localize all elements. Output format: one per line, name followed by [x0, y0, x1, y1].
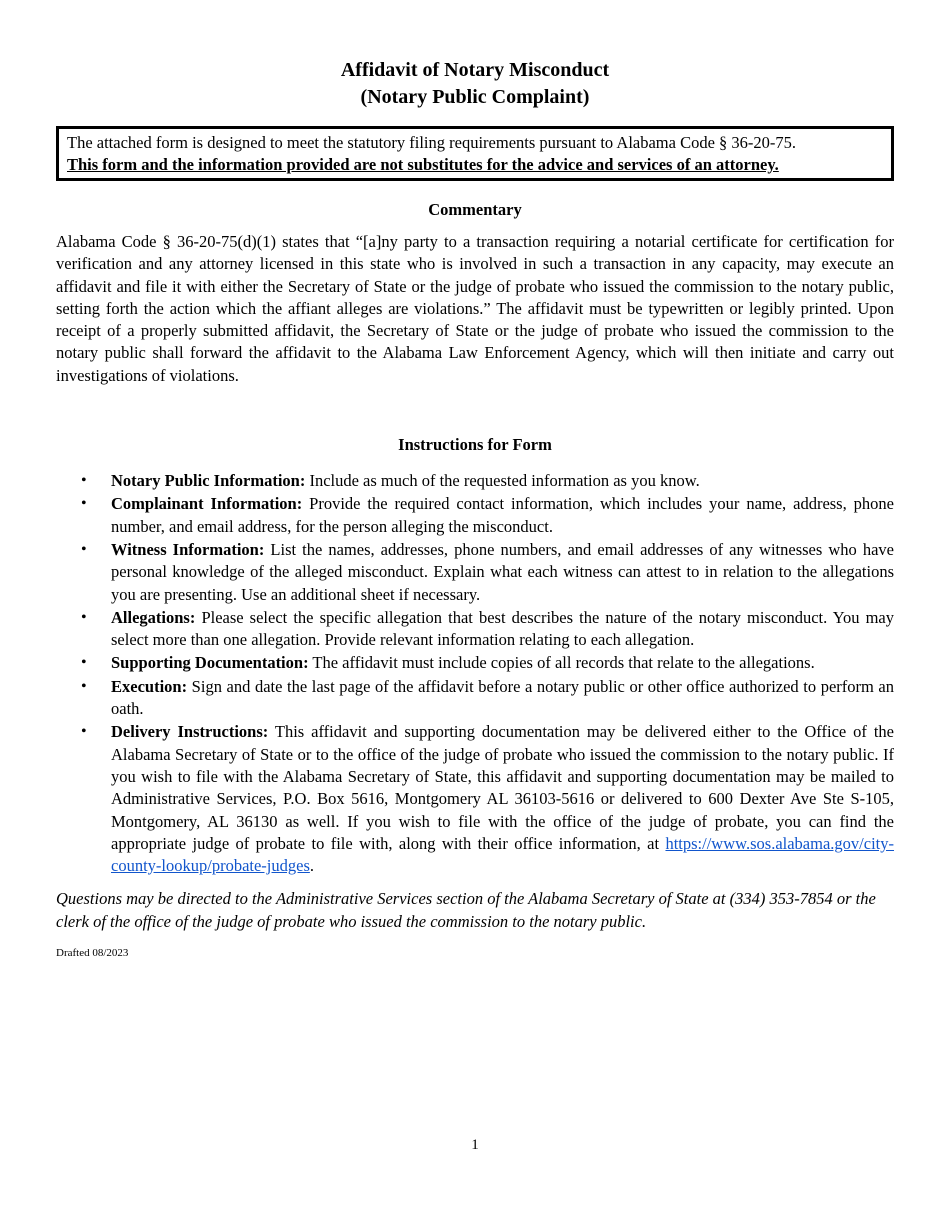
title-line-2: (Notary Public Complaint) — [360, 86, 590, 108]
commentary-heading: Commentary — [428, 200, 522, 219]
instruction-item-delivery-instructions — [56, 721, 894, 877]
instruction-item-supporting-documentation — [56, 652, 894, 674]
instruction-text: The affidavit must include copies of all records that relate to the allegations. — [308, 653, 815, 673]
page-number: 1 — [471, 1137, 479, 1153]
document-title — [56, 57, 894, 111]
instruction-label: Execution: — [111, 676, 188, 696]
instruction-text: This affidavit and supporting documentation may be delivered either to the Office of the Alabama Secretary of State or to the office of the judge of probate who issued the commission to the notary public. If you wish to file with the Alabama Secretary of State, this affidavit and supporting documentation may be mailed to Administrative Services, P.O. Box 5616, Montgomery AL 36103-5616 or delivered to 600 Dexter Ave Ste S-105, Montgomery, AL 36130 as well. If you wish to file with the office of the judge of probate, you can find the appropriate judge of probate to file with, along with their office information, at — [111, 722, 894, 853]
bullet-icon: • — [81, 677, 87, 695]
instruction-label: Complainant Information: — [111, 494, 303, 514]
instruction-item-witness-information — [56, 539, 894, 606]
instruction-item-complainant-information — [56, 493, 894, 538]
notice-line-1: The attached form is designed to meet the statutory filing requirements pursuant to Alabama Code § 36-20-75. — [67, 133, 797, 152]
instruction-text: Please select the specific allegation that best describes the nature of the notary misconduct. You may select more than one allegation. Provide relevant information relating to each allegation. — [111, 607, 894, 650]
notice-box — [56, 126, 894, 181]
instruction-label: Supporting Documentation: — [111, 653, 309, 673]
document-page — [56, 57, 894, 960]
instruction-label: Delivery Instructions: — [111, 722, 269, 742]
bullet-icon: • — [81, 723, 87, 741]
instruction-label: Allegations: — [111, 607, 196, 627]
instruction-text-end: . — [309, 856, 314, 876]
instructions-list — [56, 470, 894, 877]
bullet-icon: • — [81, 540, 87, 558]
bullet-icon: • — [81, 495, 87, 513]
bullet-icon: • — [81, 608, 87, 626]
instruction-text: Sign and date the last page of the affidavit before a notary public or other office authorized to perform an oath. — [111, 676, 894, 719]
instruction-label: Notary Public Information: — [111, 471, 306, 491]
bullet-icon: • — [81, 472, 87, 490]
notice-line-2: This form and the information provided are not substitutes for the advice and services of an attorney. — [67, 155, 779, 174]
instruction-text: Provide the required contact information, which includes your name, address, phone number, and email address, for the person alleging the misconduct. — [111, 494, 894, 536]
instruction-item-allegations — [56, 607, 894, 652]
bullet-icon: • — [81, 654, 87, 672]
probate-judges-link[interactable]: https://www.sos.alabama.gov/city-county-lookup/probate-judges — [111, 833, 894, 876]
instruction-item-notary-public-information — [56, 470, 894, 492]
instruction-text: Include as much of the requested information as you know. — [305, 471, 700, 491]
instruction-item-execution — [56, 676, 894, 721]
commentary-text: Alabama Code § 36-20-75(d)(1) states that “[a]ny party to a transaction requiring a notarial certificate for certification for verification and any attorney licensed in this state who is involved in such a transaction in any capacity, may execute an affidavit and file it with either the Secretary of State or the judge of probate who issued the commission to the notary public, setting forth the action which the affiant alleges are violations.” The affidavit must be typewritten or legibly printed. Upon receipt of a properly submitted affidavit, the Secretary of State or the judge of probate who issued the commission to the notary public shall forward the affidavit to the Alabama Law Enforcement Agency, which will then initiate and carry out investigations of violations. — [56, 232, 894, 385]
instruction-label: Witness Information: — [111, 539, 265, 559]
instructions-heading: Instructions for Form — [398, 435, 552, 455]
questions-note: Questions may be directed to the Administrative Services section of the Alabama Secretary of State at (334) 353-7854 or the clerk of the office of the judge of probate who issued the commission to the notary public. — [56, 889, 876, 931]
drafted-date: Drafted 08/2023 — [56, 947, 129, 960]
instruction-text: List the names, addresses, phone numbers, and email addresses of any witnesses who have personal knowledge of the alleged misconduct. Explain what each witness can attest to in relation to the allegations you are presenting. Use an additional sheet if necessary. — [111, 539, 894, 604]
title-line-1: Affidavit of Notary Misconduct — [340, 59, 610, 81]
